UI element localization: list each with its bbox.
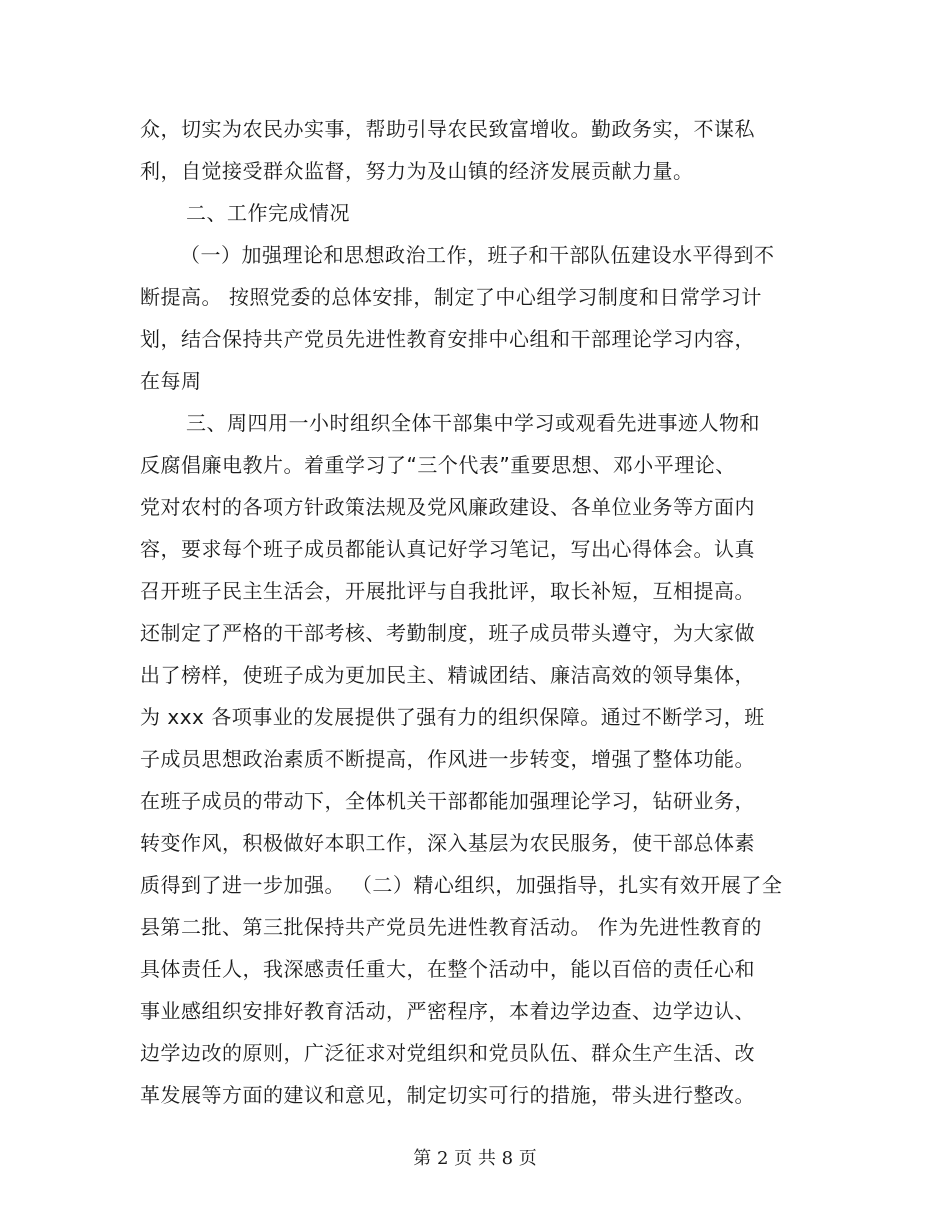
body-text-line: 转变作风，积极做好本职工作，深入基层为农民服务，使干部总体素 bbox=[140, 831, 755, 855]
body-text-line: 三、周四用一小时组织全体干部集中学习或观看先进事迹人物和 bbox=[186, 411, 760, 435]
body-text-line: 县第二批、第三批保持共产党员先进性教育活动。 作为先进性教育的 bbox=[140, 915, 762, 939]
body-text-line: 事业感组织安排好教育活动，严密程序，本着边学边查、边学边认、 bbox=[140, 999, 755, 1023]
body-text-line: 召开班子民主生活会，开展批评与自我批评，取长补短，互相提高。 bbox=[140, 579, 755, 603]
body-text-line: 在班子成员的带动下，全体机关干部都能加强理论学习，钻研业务， bbox=[140, 789, 755, 813]
body-text-line: 具体责任人，我深感责任重大，在整个活动中，能以百倍的责任心和 bbox=[140, 957, 755, 981]
body-text-line: 子成员思想政治素质不断提高，作风进一步转变，增强了整体功能。 bbox=[140, 747, 755, 771]
body-text-line: 在每周 bbox=[140, 369, 202, 393]
body-text-line: 边学边改的原则，广泛征求对党组织和党员队伍、群众生产生活、改 bbox=[140, 1041, 755, 1065]
body-text-line: 质得到了进一步加强。 （二）精心组织，加强指导，扎实有效开展了全 bbox=[140, 873, 783, 897]
body-text-line: 断提高。 按照党委的总体安排，制定了中心组学习制度和日常学习计 bbox=[140, 285, 762, 309]
body-text-line: 划，结合保持共产党员先进性教育安排中心组和干部理论学习内容， bbox=[140, 327, 755, 351]
body-text-line: 为 xxx 各项事业的发展提供了强有力的组织保障。通过不断学习，班 bbox=[140, 705, 765, 729]
subsection-heading-line: （一）加强理论和思想政治工作，班子和干部队伍建设水平得到不 bbox=[180, 243, 775, 267]
body-text-line: 众，切实为农民办实事，帮助引导农民致富增收。勤政务实，不谋私 bbox=[140, 117, 755, 141]
body-text-line: 出了榜样，使班子成为更加民主、精诚团结、廉洁高效的领导集体， bbox=[140, 663, 755, 687]
page-number-footer: 第 2 页 共 8 页 bbox=[413, 1148, 537, 1169]
body-text-line: 反腐倡廉电教片。着重学习了“三个代表”重要思想、邓小平理论、 bbox=[140, 453, 736, 477]
body-text-line: 革发展等方面的建议和意见，制定切实可行的措施，带头进行整改。 bbox=[140, 1083, 755, 1107]
body-text-line: 党对农村的各项方针政策法规及党风廉政建设、各单位业务等方面内 bbox=[140, 495, 755, 519]
body-text-line: 利，自觉接受群众监督，努力为及山镇的经济发展贡献力量。 bbox=[140, 159, 694, 183]
section-heading: 二、工作完成情况 bbox=[186, 201, 350, 225]
body-text-line: 容，要求每个班子成员都能认真记好学习笔记，写出心得体会。认真 bbox=[140, 537, 755, 561]
body-text-line: 还制定了严格的干部考核、考勤制度，班子成员带头遵守，为大家做 bbox=[140, 621, 755, 645]
